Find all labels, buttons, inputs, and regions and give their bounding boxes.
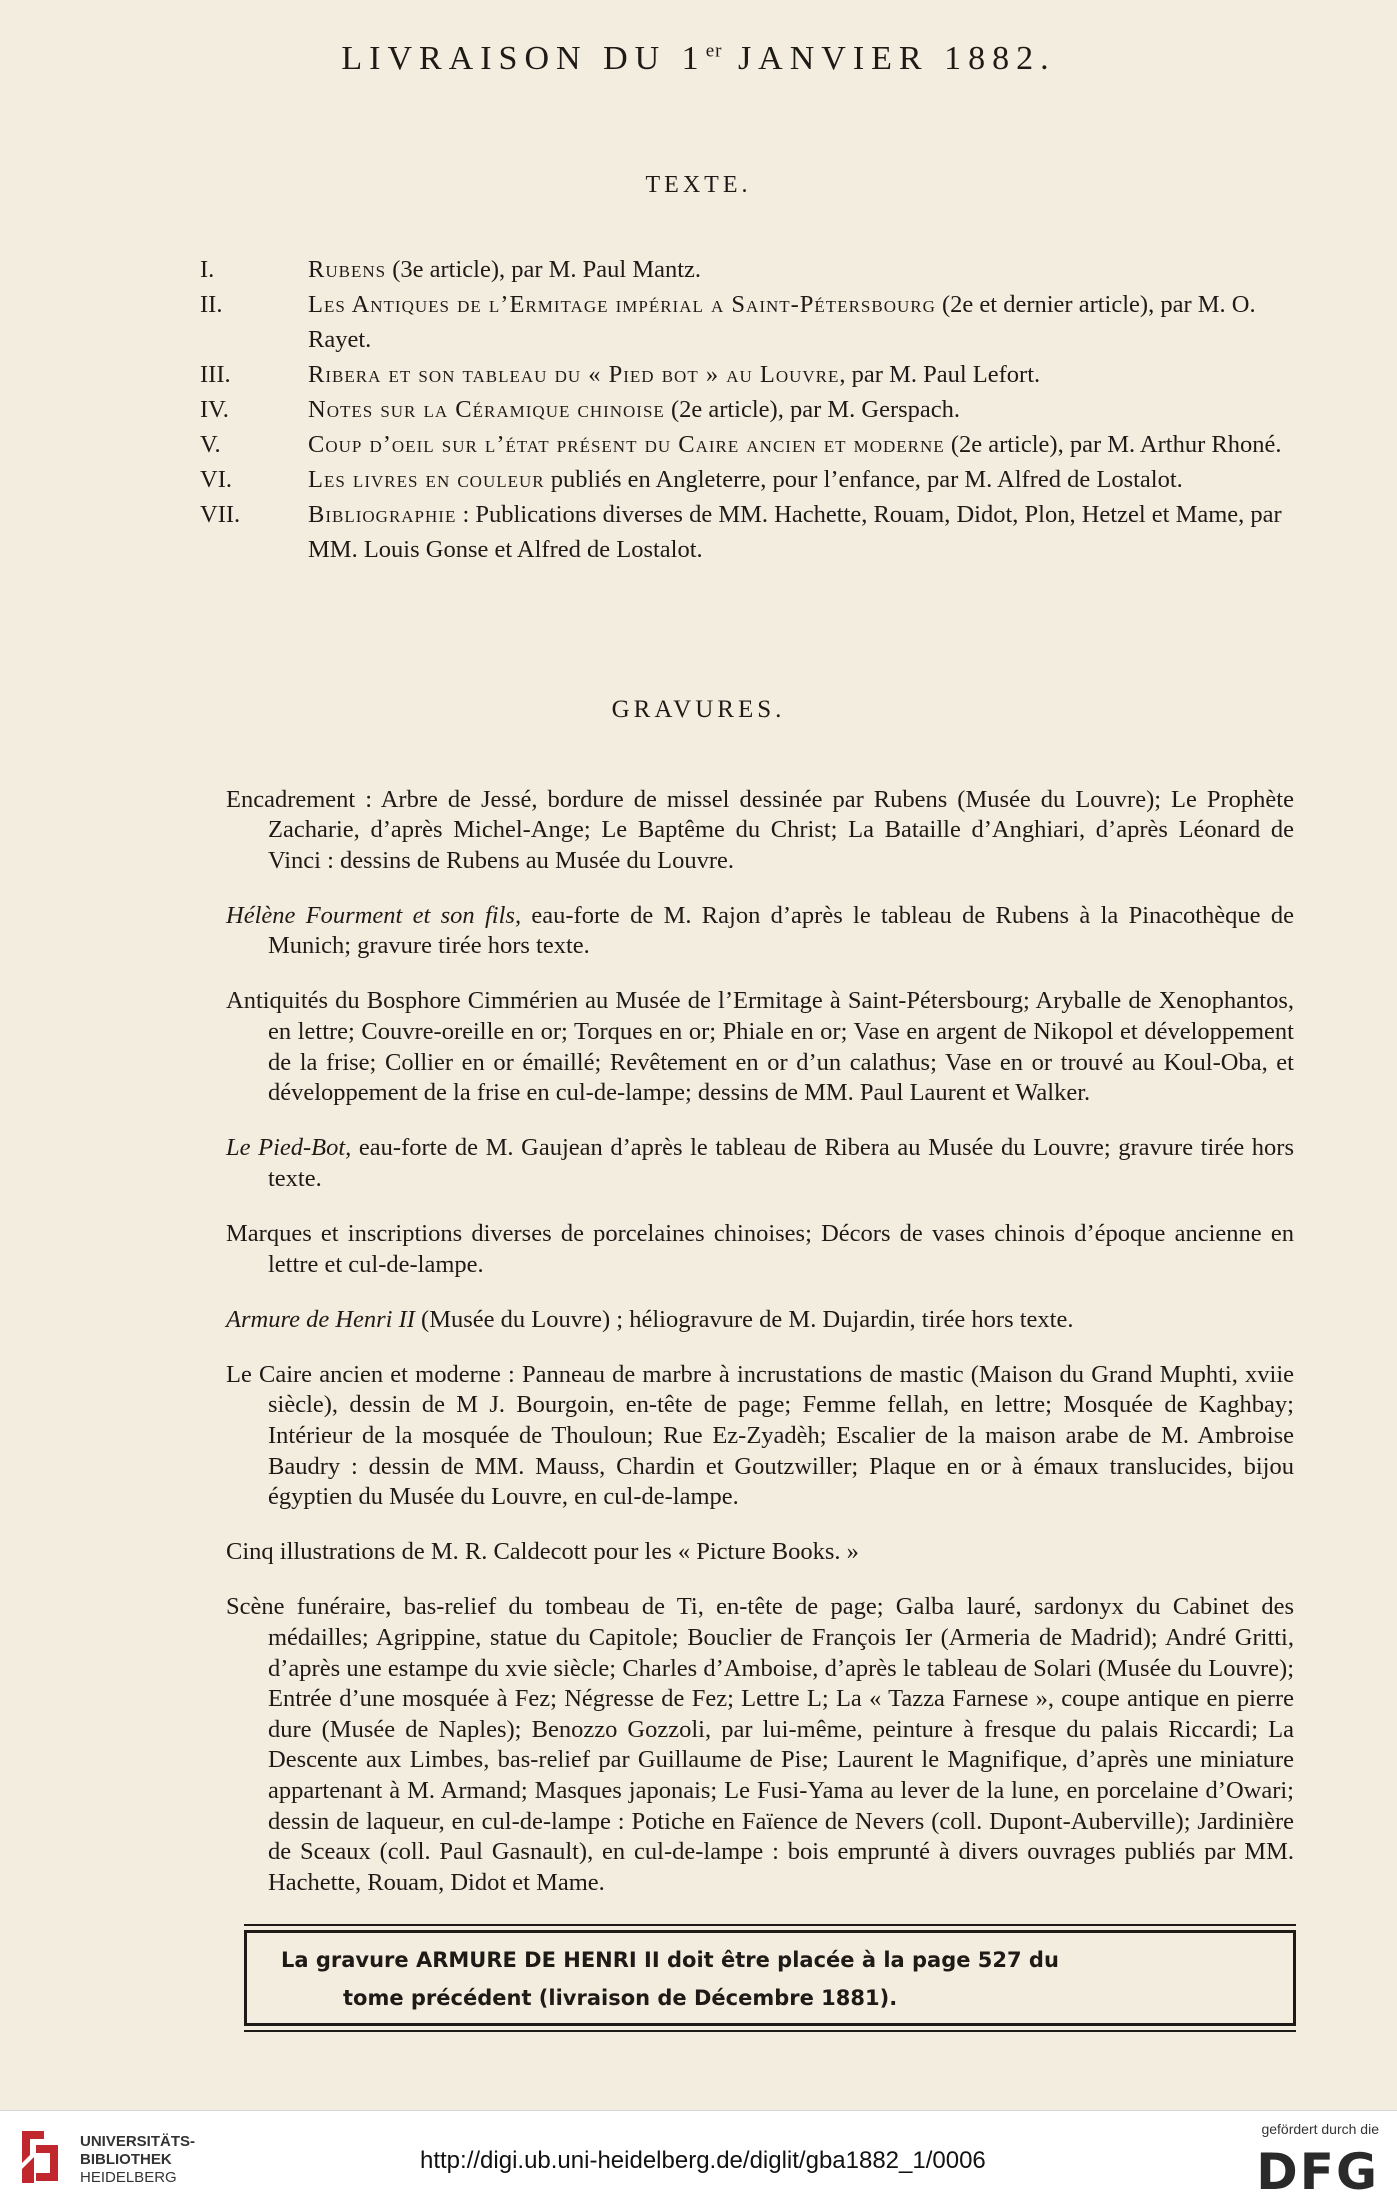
gravure-entry (226, 986, 1294, 1108)
entry-text: eau-forte de M. Rajon d’après le tableau de Rubens à la Pinacothèque de Munich; gravure tirée hors texte. (268, 901, 1294, 960)
entry-italic-title: Hélène Fourment et son fils, (226, 901, 522, 929)
item-number: VII. (200, 501, 241, 528)
item-number: II. (200, 291, 223, 318)
item-title: Rubens (308, 256, 387, 283)
texte-item (200, 497, 1290, 567)
gravure-entry (226, 1133, 1294, 1194)
item-number: IV. (200, 396, 229, 423)
entry-text: Marques et inscriptions diverses de porcelaines chinoises; Décors de vases chinois d’époque ancienne en lettre et cul-de-lampe. (226, 1220, 1294, 1278)
item-details: (2e et dernier article), par M. O. Rayet. (308, 291, 1256, 353)
item-title: Bibliographie (308, 501, 457, 528)
texte-item (200, 252, 1290, 287)
gravure-entry (226, 1219, 1294, 1280)
entry-text: Scène funéraire, bas-relief du tombeau de Ti, en-tête de page; Galba lauré, sardonyx du Cabinet des médailles; Agrippine, statue du Capitole; Bouclier de François Ier (Armeria de Madrid); André Gritti, d’après une estampe du xvie siècle; Charles d’Amboise, d’après le tableau de Solari (Musée du Louvre); Entrée d’une mosquée à Fez; Négresse de Fez; Lettre L; La « Tazza Farnese », coupe antique en pierre dure (Musée de Naples); Benozzo Gozzoli, par lui-même, peinture à fresque du palais Riccardi; La Descente aux Limbes, bas-relief par Guillaume de Pise; Laurent le Magnifique, d’après une miniature appartenant à M. Armand; Masques japonais; Le Fusi-Yama au lever de la lune, en porcelaine d’Owari; dessin de laqueur, en cul-de-lampe : Potiche en Faïence de Nevers (coll. Dupont-Auberville); Jardinière de Sceaux (coll. Paul Gasnault), en cul-de-lampe : bois emprunté à divers ouvrages publiés par MM. Hachette, Rouam, Didot et Mame. (226, 1593, 1294, 1896)
ub-heidelberg-logo-icon[interactable] (14, 2125, 66, 2189)
gravure-entry (226, 1305, 1294, 1336)
gravures-heading: GRAVURES. (611, 696, 786, 723)
entry-text: Antiquités du Bosphore Cimmérien au Musée de l’Ermitage à Saint-Pétersbourg; Aryballe de Xenophantos, en lettre; Couvre-oreille en or; Torques en or; Phiale en or; Vase en argent de Nikopol et développement de la frise; Collier en or émaillé; Revêtement en or d’un calathus; Vase en or trouvé au Koul-Oba, et développement de la frise en cul-de-lampe; dessins de MM. Paul Laurent et Walker. (226, 987, 1294, 1107)
entry-italic-title: Armure de Henri II (226, 1305, 415, 1333)
dfg-logo[interactable]: DFG (1256, 2143, 1379, 2201)
page-title (0, 40, 1397, 78)
gravure-entry (226, 1360, 1294, 1513)
title-main: LIVRAISON DU 1 (341, 40, 706, 77)
entry-text: eau-forte de M. Gaujean d’après le tableau de Ribera au Musée du Louvre; gravure tirée hors texte. (268, 1134, 1294, 1192)
placement-notice-box (244, 1930, 1296, 2026)
library-line-3: HEIDELBERG (80, 2169, 177, 2186)
item-title: Les Antiques de l’Ermitage impérial a Saint-Pétersbourg (308, 291, 936, 318)
item-details: publiés en Angleterre, pour l’enfance, par M. Alfred de Lostalot. (544, 466, 1183, 493)
item-title: Les livres en couleur (308, 466, 545, 493)
library-name (80, 2133, 195, 2187)
texte-list (200, 252, 1290, 567)
texte-item (200, 392, 1290, 427)
item-details: (2e article), par M. Gerspach. (664, 396, 961, 423)
item-number: V. (200, 431, 221, 458)
notice-line-1: La gravure ARMURE DE HENRI II doit être placée à la page 527 du (281, 1948, 1059, 1972)
library-line-2: BIBLIOTHEK (80, 2151, 172, 2168)
item-details: (2e article), par M. Arthur Rhoné. (944, 431, 1282, 458)
texte-item (200, 427, 1290, 462)
gravure-entry (226, 901, 1294, 962)
notice-line-2: tome précédent (livraison de Décembre 1881). (343, 1986, 898, 2010)
permalink-url[interactable]: http://digi.ub.uni-heidelberg.de/diglit/gba1882_1/0006 (420, 2147, 986, 2174)
item-title: Ribera et son tableau du « Pied bot » au Louvre (308, 361, 840, 388)
item-number: III. (200, 361, 231, 388)
gravure-entry (226, 1537, 1294, 1568)
item-number: VI. (200, 466, 232, 493)
title-superscript: er (705, 40, 723, 62)
entry-text: Cinq illustrations de M. R. Caldecott pour les « Picture Books. » (226, 1538, 859, 1566)
item-details: , par M. Paul Lefort. (839, 361, 1041, 388)
funder-note: gefördert durch die (1261, 2121, 1379, 2137)
item-title: Notes sur la Céramique chinoise (308, 396, 665, 423)
gravures-list (226, 760, 1294, 1907)
entry-text: (Musée du Louvre) ; héliogravure de M. Dujardin, tirée hors texte. (414, 1305, 1074, 1333)
item-number: I. (200, 256, 215, 283)
viewer-footer (0, 2110, 1397, 2212)
entry-text: Le Caire ancien et moderne : Panneau de marbre à incrustations de mastic (Maison du Grand Muphti, xviie siècle), dessin de M J. Bourgoin, en-tête de page; Femme fellah, en lettre; Mosquée de Kaghbay; Intérieur de la mosquée de Thouloun; Rue Ez-Zyadèh; Escalier de la maison arabe de M. Ambroise Baudry : dessin de MM. Mauss, Chardin et Goutzwiller; Plaque en or à émaux translucides, bijou égyptien du Musée du Louvre, en cul-de-lampe. (226, 1360, 1294, 1511)
library-line-1: UNIVERSITÄTS- (80, 2133, 196, 2150)
item-details: (3e article), par M. Paul Mantz. (386, 256, 702, 283)
item-title: Coup d’oeil sur l’état présent du Caire ancien et moderne (308, 431, 945, 458)
texte-item (200, 462, 1290, 497)
gravure-entry (226, 785, 1294, 877)
entry-italic-title: Le Pied-Bot, (226, 1134, 352, 1162)
entry-text: Encadrement : Arbre de Jessé, bordure de missel dessinée par Rubens (Musée du Louvre); Le Prophète Zacharie, d’après Michel-Ange; Le Baptême du Christ; La Bataille d’Anghiari, d’après Léonard de Vinci : dessins de Rubens au Musée du Louvre. (226, 785, 1294, 874)
texte-heading: TEXTE. (645, 172, 752, 198)
gravure-entry (226, 1592, 1294, 1898)
item-details: : Publications diverses de MM. Hachette, Rouam, Didot, Plon, Hetzel et Mame, par MM. Louis Gonse et Alfred de Lostalot. (308, 501, 1282, 563)
texte-item (200, 357, 1290, 392)
texte-item (200, 287, 1290, 357)
title-date: JANVIER 1882. (722, 40, 1056, 77)
